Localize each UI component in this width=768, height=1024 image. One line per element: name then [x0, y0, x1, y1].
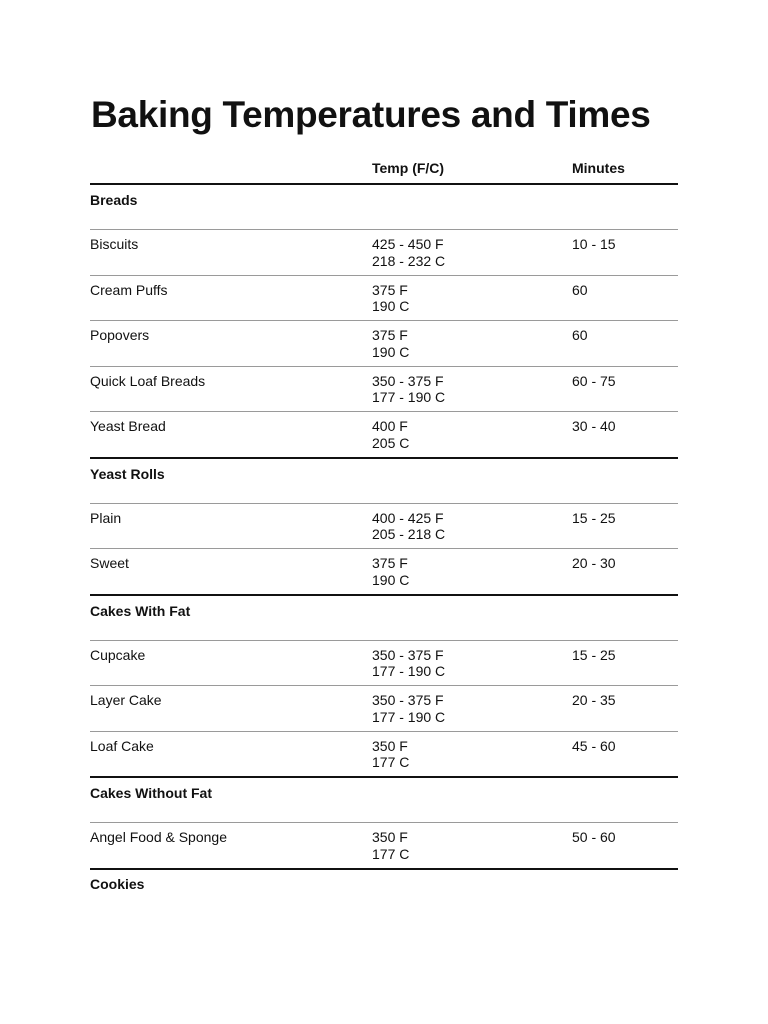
item-name: Yeast Bread — [90, 418, 166, 434]
table-row — [90, 686, 678, 732]
temp-fahrenheit: 375 F — [372, 555, 408, 571]
temp-fahrenheit: 350 - 375 F — [372, 692, 444, 708]
section-heading: Yeast Rolls — [90, 465, 165, 482]
item-minutes: 60 — [572, 327, 588, 343]
table-row — [90, 321, 678, 367]
item-minutes: 50 - 60 — [572, 829, 616, 845]
item-name: Layer Cake — [90, 692, 162, 708]
item-minutes: 60 — [572, 281, 588, 298]
temp-fahrenheit: 350 - 375 F — [372, 372, 444, 389]
item-temperature — [372, 738, 409, 771]
table-row — [90, 412, 678, 459]
temp-celsius: 177 C — [372, 845, 410, 862]
temp-fahrenheit: 350 - 375 F — [372, 646, 444, 663]
item-name: Angel Food & Sponge — [90, 829, 227, 845]
table-row — [90, 641, 678, 687]
section-heading-row — [90, 459, 678, 504]
item-temperature — [372, 647, 445, 680]
temp-celsius: 190 C — [372, 343, 410, 360]
minutes-column-header: Minutes — [572, 160, 625, 176]
item-minutes: 60 - 75 — [572, 372, 616, 389]
temp-fahrenheit: 375 F — [372, 281, 408, 298]
temp-fahrenheit: 350 F — [372, 829, 408, 845]
page-title: Baking Temperatures and Times — [91, 94, 651, 135]
item-name: Cupcake — [90, 646, 146, 663]
section-heading-row — [90, 596, 678, 641]
temp-celsius: 177 - 190 C — [372, 389, 446, 405]
item-name: Loaf Cake — [90, 737, 154, 754]
section-heading-row — [90, 870, 678, 900]
temp-celsius: 190 C — [372, 298, 410, 314]
temp-celsius: 177 C — [372, 754, 410, 770]
table-row — [90, 230, 678, 276]
temp-column-header: Temp (F/C) — [372, 160, 445, 176]
item-name: Quick Loaf Breads — [90, 372, 206, 389]
section-heading-row — [90, 185, 678, 230]
temp-fahrenheit: 350 F — [372, 737, 408, 754]
item-name: Popovers — [90, 327, 150, 343]
item-temperature — [372, 829, 409, 862]
baking-table — [90, 150, 678, 900]
temp-celsius: 218 - 232 C — [372, 252, 446, 269]
item-minutes: 20 - 30 — [572, 555, 616, 571]
item-name: Biscuits — [90, 236, 139, 252]
item-name: Plain — [90, 509, 122, 526]
item-name: Cream Puffs — [90, 281, 168, 298]
temp-celsius: 177 - 190 C — [372, 708, 446, 725]
item-temperature — [372, 418, 409, 451]
temp-celsius: 205 - 218 C — [372, 526, 446, 542]
temp-fahrenheit: 400 F — [372, 418, 408, 434]
table-header — [90, 150, 678, 185]
item-name: Sweet — [90, 555, 129, 571]
item-minutes: 10 - 15 — [572, 236, 616, 252]
section-heading: Breads — [90, 192, 138, 208]
section-heading: Cakes With Fat — [90, 602, 191, 619]
temp-celsius: 177 - 190 C — [372, 663, 446, 679]
item-minutes: 20 - 35 — [572, 692, 616, 708]
section-heading: Cakes Without Fat — [90, 785, 212, 801]
temp-fahrenheit: 400 - 425 F — [372, 509, 444, 526]
item-temperature — [372, 282, 409, 315]
table-row — [90, 549, 678, 596]
item-temperature — [372, 327, 409, 360]
table-row — [90, 276, 678, 322]
item-minutes: 30 - 40 — [572, 418, 616, 434]
temp-fahrenheit: 375 F — [372, 327, 408, 343]
temp-celsius: 205 C — [372, 434, 410, 451]
table-row — [90, 504, 678, 550]
section-heading: Cookies — [90, 875, 145, 892]
item-temperature — [372, 373, 445, 406]
table-row — [90, 732, 678, 779]
item-temperature — [372, 510, 445, 543]
temp-fahrenheit: 425 - 450 F — [372, 236, 444, 252]
table-row — [90, 823, 678, 870]
item-minutes: 45 - 60 — [572, 737, 616, 754]
section-heading-row — [90, 778, 678, 823]
table-row — [90, 367, 678, 413]
item-minutes: 15 - 25 — [572, 646, 616, 663]
temp-celsius: 190 C — [372, 571, 410, 588]
item-temperature — [372, 692, 445, 725]
item-temperature — [372, 236, 445, 269]
item-minutes: 15 - 25 — [572, 509, 616, 526]
item-temperature — [372, 555, 409, 588]
